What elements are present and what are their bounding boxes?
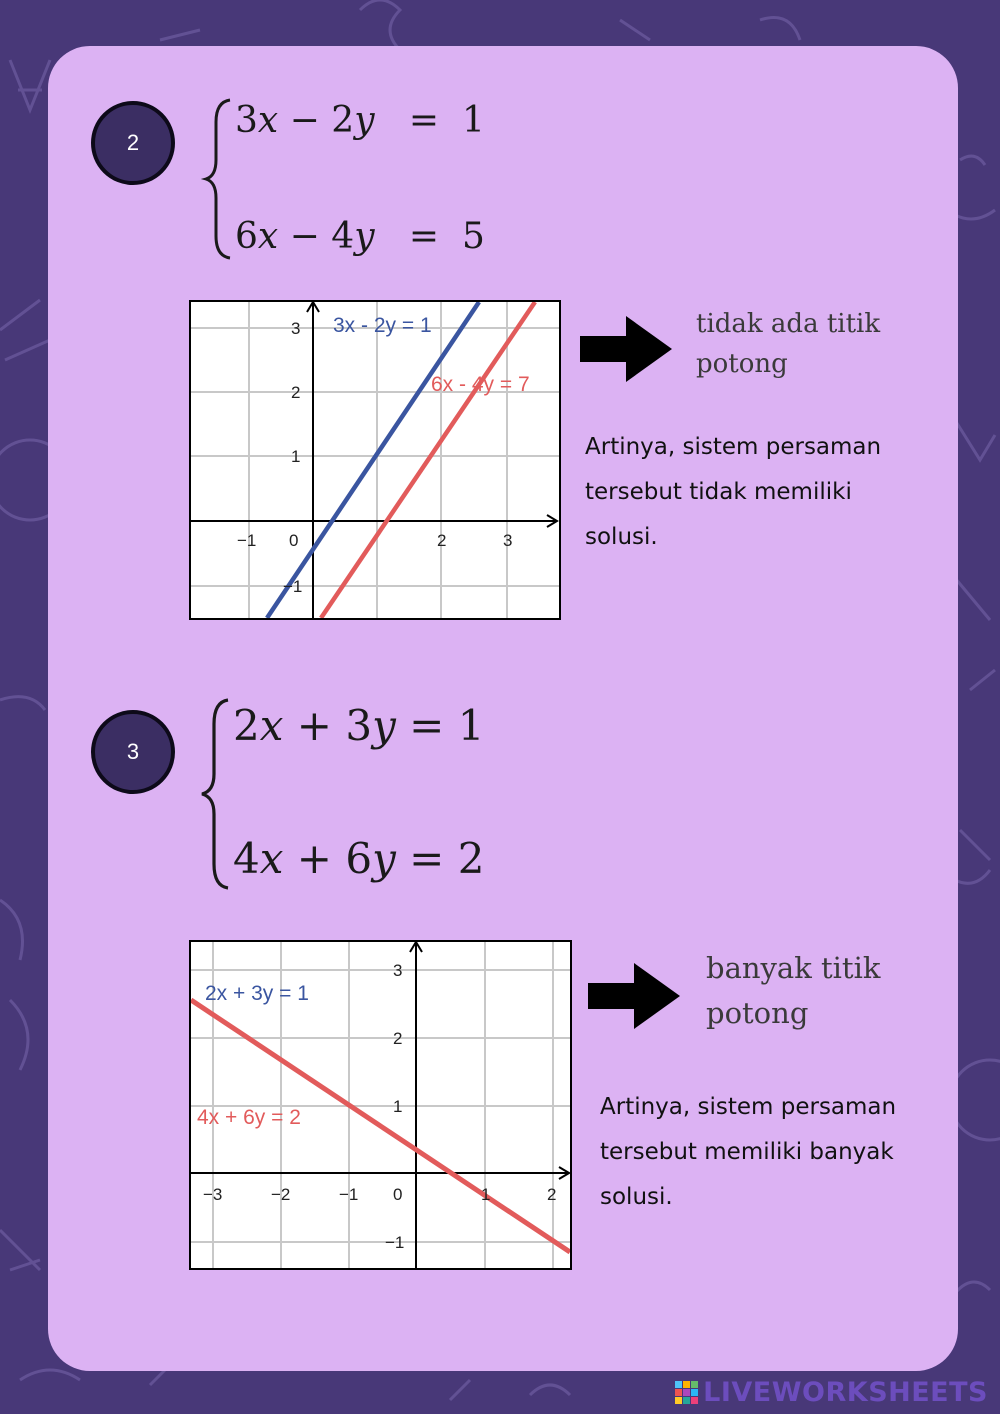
problem-number-badge [91,710,175,794]
problem-number-badge [91,101,175,185]
y-tick: 1 [393,1097,403,1116]
right-arrow-icon [588,963,680,1029]
result-line: tidak ada titik [696,309,881,339]
explanation-line: tersebut memiliki banyak [600,1139,894,1165]
logo-text: LIVEWORKSHEETS [703,1377,988,1408]
result-line: potong [706,995,809,1030]
y-tick: 2 [393,1029,403,1048]
problem-number: 3 [126,739,140,764]
line-label-blue: 2x + 3y = 1 [205,982,309,1005]
y-tick: 3 [393,961,403,980]
x-tick: 0 [393,1185,403,1204]
result-text [706,946,880,1036]
right-arrow-icon [580,316,672,382]
liveworksheets-logo-icon [675,1381,699,1405]
y-tick: 2 [291,383,301,402]
y-tick: 1 [291,447,301,466]
problem-number: 2 [126,130,140,155]
explanation-line: Artinya, sistem persaman [600,1094,897,1120]
y-tick: 3 [291,319,301,338]
explanation-line: solusi. [585,524,658,550]
x-tick: 0 [289,531,299,550]
explanation-text [600,1085,896,1220]
x-tick: −1 [237,531,257,550]
equation-row: 4x + 6y = 2 [233,834,485,883]
explanation-line: tersebut tidak memiliki [585,479,852,505]
equation-row: 2x + 3y = 1 [233,701,485,750]
explanation-text [585,425,881,560]
result-line: potong [696,349,788,380]
line-label-red: 6x - 4y = 7 [431,373,530,396]
explanation-line: solusi. [600,1184,673,1210]
graph-coincident-lines [189,940,572,1270]
graph-parallel-lines [189,300,561,620]
x-tick: −2 [271,1185,291,1204]
y-tick: −1 [385,1233,405,1252]
x-tick: −1 [339,1185,359,1204]
equation-row: 3x − 2y = 1 [235,100,485,141]
result-line: banyak titik [706,951,881,985]
y-tick: −1 [283,577,303,596]
line-label-blue: 3x - 2y = 1 [333,314,432,337]
liveworksheets-logo[interactable] [675,1377,988,1408]
x-tick: −3 [203,1185,223,1204]
result-text [696,304,880,385]
x-tick: 3 [503,531,513,550]
x-tick: 2 [437,531,447,550]
left-brace-icon [196,696,236,892]
explanation-line: Artinya, sistem persaman [585,434,882,460]
line-label-red: 4x + 6y = 2 [197,1106,301,1129]
x-tick: 2 [547,1185,557,1204]
x-tick: 1 [481,1185,491,1204]
line-red [321,302,535,618]
equation-row: 6x − 4y = 5 [235,216,485,257]
left-brace-icon [200,96,236,262]
